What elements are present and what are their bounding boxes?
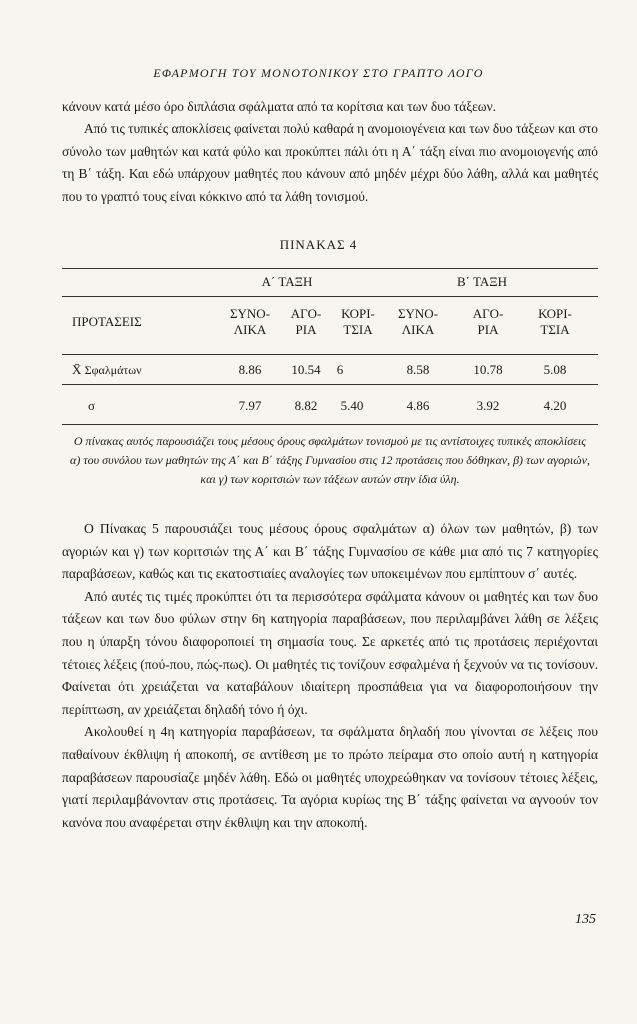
group-a-header: Α΄ ΤΑΞΗ — [261, 274, 313, 289]
intro-block — [62, 96, 598, 208]
table-cell: 6 — [336, 362, 344, 377]
table-cell: 4.20 — [543, 398, 567, 413]
table-cell: 4.86 — [406, 398, 430, 413]
table-cell: 5.40 — [340, 398, 364, 413]
running-head: ΕΦΑΡΜΟΓΗ ΤΟΥ ΜΟΝΟΤΟΝΙΚΟΥ ΣΤΟ ΓΡΑΠΤΟ ΛΟΓΟ — [153, 66, 484, 80]
row-label: σ — [88, 398, 96, 413]
table-title: ΠΙΝΑΚΑΣ 4 — [279, 237, 358, 252]
table-cell: 3.92 — [476, 398, 500, 413]
table-header-rule — [62, 354, 598, 355]
col-header: ΑΓΟ- ΡΙΑ — [472, 306, 504, 337]
table-bottom-rule — [62, 424, 598, 425]
table-caption: Ο πίνακας αυτός παρουσιάζει τους μέσους όρους σφαλμάτων τονισμού με τις αντίστοιχες τυπικές αποκλίσεις α) του συνόλου των μαθητών της Α΄ και Β΄ τάξης Γυμνασίου στις 12 προτάσεις που δόθηκαν, β) των αγοριών, και γ) των κοριτσιών των τάξεων αυτών στην ίδια ύλη. — [70, 434, 590, 486]
paragraph: Ακολουθεί η 4η κατηγορία παραβάσεων, τα σφάλματα δηλαδή που γίνονται σε λέξεις που παθαίνουν έκθλιψη ή αποκοπή, σε αντίθεση με το πρώτο πείραμα στο οποίο αυτή η κατηγορία παραβάσεων παρουσίαζε μηδέν λάθη. Εδώ οι μαθητές υποχρεώθηκαν να τονίσουν τέτοιες λέξεις, γιατί περιλαμβάνονταν στις προτάσεις. Τα αγόρια κυρίως της Β΄ τάξης φαίνεται να αγνοούν τον κανόνα που αναφέρεται στην έκθλιψη και την αποκοπή. — [62, 724, 598, 830]
table-cell: 7.97 — [238, 398, 262, 413]
col-header: ΣΥΝΟ- ΛΙΚΑ — [229, 306, 271, 337]
table-cell: 8.82 — [294, 398, 318, 413]
row-label: X̄ Σφαλμάτων — [72, 362, 142, 377]
paragraph: Από αυτές τις τιμές προκύπτει ότι τα περισσότερα σφάλματα κάνουν οι μαθητές και των δυο τάξεων και των δυο φύλων στην 6η κατηγορία παραβάσεων, που περιλαμβάνει λάθη σε λέξεις που η ύπαρξη τόνου διαφοροποιεί τη σημασία τους. Σε αρκετές από τις προτάσεις περιέχονται τέτοιες λέξεις (πού-που, πώς-πως). Οι μαθητές τις τονίζουν εσφαλμένα ή ξεχνούν να τις τονίσουν. Φαίνεται ότι χρειάζεται να καταβάλουν ιδιαίτερη προσπάθεια για να διαφοροποιήσουν την περίπτωση, αν χρειάζεται δηλαδή τόνο ή όχι. — [62, 588, 598, 717]
table-cell: 10.54 — [291, 362, 321, 377]
main-text — [62, 518, 598, 834]
intro-paragraph: Από τις τυπικές αποκλίσεις φαίνεται πολύ καθαρά η ανομοιογένεια και των δυο τάξεων και στο σύνολο των μαθητών και κατά φύλο και προκύπτει πάλι ότι η Α΄ τάξη είναι πιο ανομοιογενής από τη Β΄ τάξη. Και εδώ υπάρχουν μαθητές που κάνουν από μηδέν μέχρι δύο λάθη, αλλά και μαθητές που το γραπτό τους είναι κόκκινο από τα λάθη τονισμού. — [62, 121, 598, 204]
table-cell: 8.58 — [406, 362, 430, 377]
intro-line: κάνουν κατά μέσο όρο διπλάσια σφάλματα από τα κορίτσια και των δυο τάξεων. — [62, 99, 497, 114]
table-cell: 5.08 — [543, 362, 567, 377]
page-number: 135 — [575, 912, 596, 927]
table-group-rule — [62, 296, 598, 297]
table-top-rule — [62, 268, 598, 269]
table-cell: 10.78 — [473, 362, 503, 377]
table-cell: 8.86 — [238, 362, 262, 377]
col-header: ΣΥΝΟ- ΛΙΚΑ — [397, 306, 439, 337]
row-header-label: ΠΡΟΤΑΣΕΙΣ — [72, 314, 142, 329]
col-header: ΑΓΟ- ΡΙΑ — [290, 306, 322, 337]
group-b-header: Β΄ ΤΑΞΗ — [456, 274, 508, 289]
paragraph: Ο Πίνακας 5 παρουσιάζει τους μέσους όρους σφαλμάτων α) όλων των μαθητών, β) των αγοριών και γ) των κοριτσιών της Α΄ και Β΄ τάξης Γυμνασίου σε κάθε μια από τις 7 κατηγορίες παραβάσεων, καθώς και τις εκατοστιαίες αναλογίες των υποκειμένων που εμπίπτουν σ΄ αυτές. — [62, 521, 598, 582]
col-header: ΚΟΡΙ- ΤΣΙΑ — [538, 306, 572, 337]
table-row-rule — [62, 384, 598, 385]
col-header: ΚΟΡΙ- ΤΣΙΑ — [341, 306, 375, 337]
